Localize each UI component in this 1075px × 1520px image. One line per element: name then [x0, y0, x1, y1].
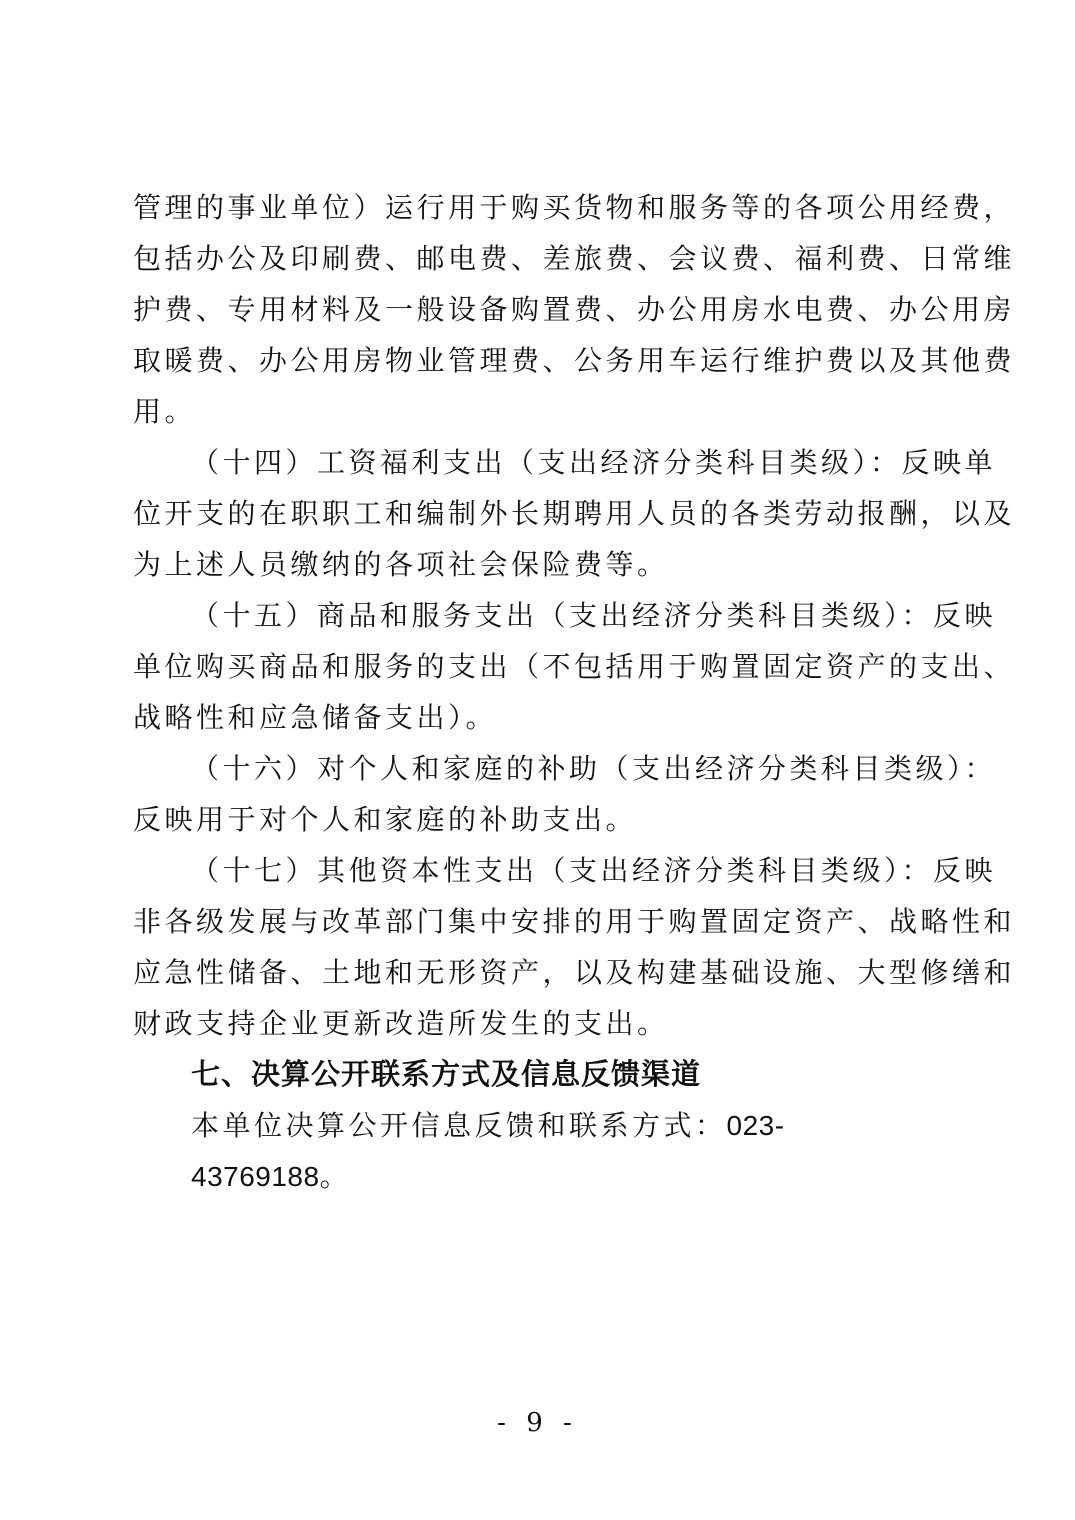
text-line: 取暖费、办公用房物业管理费、公务用车运行维护费以及其他费: [133, 344, 1016, 377]
text-line: 反映用于对个人和家庭的补助支出。: [133, 803, 638, 836]
text-line: （十四）工资福利支出（支出经济分类科目类级）：反映单: [191, 446, 997, 479]
text-line: 财政支持企业更新改造所发生的支出。: [133, 1007, 669, 1040]
text-line: 位开支的在职职工和编制外长期聘用人员的各类劳动报酬，以及: [133, 497, 1016, 530]
document-body: [133, 182, 1016, 1202]
text-line: 单位购买商品和服务的支出（不包括用于购置固定资产的支出、: [133, 650, 1016, 683]
contact-phone: 023-43769188: [191, 1110, 785, 1192]
page-number: - 9 -: [497, 1408, 578, 1438]
text-line: 管理的事业单位）运行用于购买货物和服务等的各项公用经费，: [133, 191, 1016, 224]
text-line: 战略性和应急储备支出）。: [133, 701, 498, 734]
paragraph-item-16: [133, 743, 997, 845]
paragraph-item-17: [133, 845, 1016, 1049]
contact-line: [133, 1100, 943, 1202]
text-line: （十七）其他资本性支出（支出经济分类科目类级）：反映: [191, 854, 997, 887]
text-line: 非各级发展与改革部门集中安排的用于购置固定资产、战略性和: [133, 905, 1016, 938]
text-line: 为上述人员缴纳的各项社会保险费等。: [133, 548, 669, 581]
section-7-heading: 七、决算公开联系方式及信息反馈渠道: [191, 1057, 702, 1091]
contact-end: 。: [319, 1160, 352, 1193]
text-line: 用。: [133, 395, 197, 428]
paragraph-item-14: [133, 437, 1016, 590]
text-line: 包括办公及印刷费、邮电费、差旅费、会议费、福利费、日常维: [133, 242, 1016, 275]
text-line: 护费、专用材料及一般设备购置费、办公用房水电费、办公用房: [133, 293, 1016, 326]
paragraph-item-15: [133, 590, 1016, 743]
text-line: （十六）对个人和家庭的补助（支出经济分类科目类级）：: [191, 752, 997, 785]
text-line: 应急性储备、土地和无形资产，以及构建基础设施、大型修缮和: [133, 956, 1016, 989]
contact-label: 本单位决算公开信息反馈和联系方式：: [191, 1109, 727, 1142]
text-line: （十五）商品和服务支出（支出经济分类科目类级）：反映: [191, 599, 997, 632]
paragraph-public-expenses: [133, 182, 1016, 437]
